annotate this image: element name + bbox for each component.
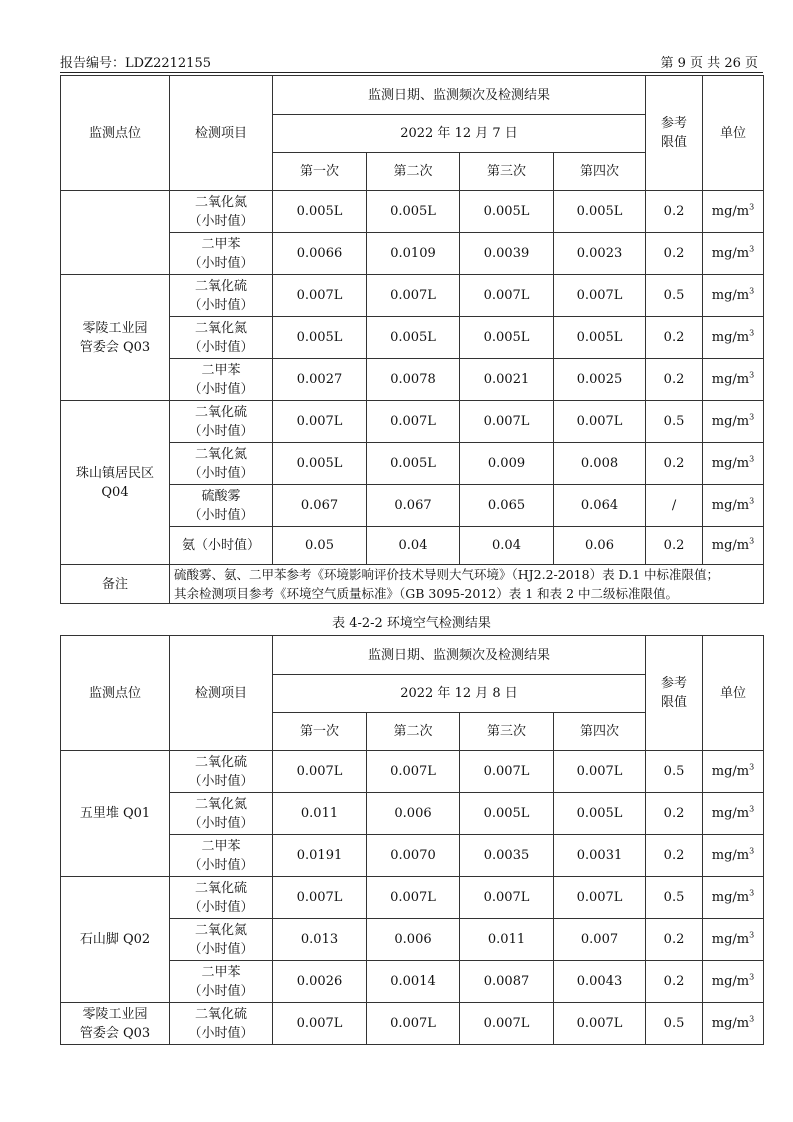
report-number: 报告编号：LDZ2212155 bbox=[60, 56, 211, 71]
unit-cell: $mg/m^3$ bbox=[703, 233, 764, 275]
value-cell: 0.009 bbox=[460, 443, 554, 485]
table-row bbox=[61, 751, 764, 793]
remark-label: 备注 bbox=[61, 565, 170, 604]
value-cell: 0.005L bbox=[273, 317, 367, 359]
value-cell: 0.007L bbox=[554, 401, 646, 443]
header-item: 检测项目 bbox=[170, 636, 273, 751]
unit-cell: $mg/m^3$ bbox=[703, 191, 764, 233]
unit-cell: $mg/m^3$ bbox=[703, 485, 764, 527]
site-cell: 零陵工业园 管委会 Q03 bbox=[61, 275, 170, 401]
value-cell: 0.007L bbox=[367, 1003, 460, 1045]
site-cell: 零陵工业园 管委会 Q03 bbox=[61, 1003, 170, 1045]
value-cell: 0.04 bbox=[460, 527, 554, 565]
ref-cell: 0.5 bbox=[646, 1003, 703, 1045]
header-item: 检测项目 bbox=[170, 76, 273, 191]
value-cell: 0.0066 bbox=[273, 233, 367, 275]
item-cell: 二甲苯 （小时值） bbox=[170, 233, 273, 275]
item-cell: 二甲苯 （小时值） bbox=[170, 359, 273, 401]
header-time-4: 第四次 bbox=[554, 713, 646, 751]
value-cell: 0.007L bbox=[554, 275, 646, 317]
ref-cell: 0.2 bbox=[646, 443, 703, 485]
item-cell: 二氧化氮 （小时值） bbox=[170, 793, 273, 835]
ref-cell: 0.5 bbox=[646, 275, 703, 317]
header-time-3: 第三次 bbox=[460, 153, 554, 191]
item-cell: 二氧化硫 （小时值） bbox=[170, 877, 273, 919]
value-cell: 0.005L bbox=[554, 191, 646, 233]
ref-cell: 0.2 bbox=[646, 919, 703, 961]
value-cell: 0.007L bbox=[554, 877, 646, 919]
value-cell: 0.007L bbox=[460, 275, 554, 317]
ref-cell: 0.2 bbox=[646, 961, 703, 1003]
table-row bbox=[61, 191, 764, 233]
value-cell: 0.067 bbox=[367, 485, 460, 527]
item-cell: 二氧化硫 （小时值） bbox=[170, 1003, 273, 1045]
value-cell: 0.0070 bbox=[367, 835, 460, 877]
header-site: 监测点位 bbox=[61, 636, 170, 751]
ref-cell: 0.2 bbox=[646, 835, 703, 877]
value-cell: 0.007L bbox=[554, 1003, 646, 1045]
unit-cell: $mg/m^3$ bbox=[703, 443, 764, 485]
value-cell: 0.005L bbox=[367, 443, 460, 485]
unit-cell: $mg/m^3$ bbox=[703, 835, 764, 877]
value-cell: 0.0039 bbox=[460, 233, 554, 275]
site-cell: 珠山镇居民区 Q04 bbox=[61, 401, 170, 565]
unit-cell: $mg/m^3$ bbox=[703, 751, 764, 793]
table-row bbox=[61, 877, 764, 919]
value-cell: 0.005L bbox=[273, 191, 367, 233]
value-cell: 0.0014 bbox=[367, 961, 460, 1003]
value-cell: 0.005L bbox=[460, 191, 554, 233]
value-cell: 0.005L bbox=[554, 793, 646, 835]
value-cell: 0.0109 bbox=[367, 233, 460, 275]
item-cell: 硫酸雾 （小时值） bbox=[170, 485, 273, 527]
unit-cell: $mg/m^3$ bbox=[703, 793, 764, 835]
ref-cell: 0.2 bbox=[646, 317, 703, 359]
value-cell: 0.007L bbox=[273, 275, 367, 317]
remark-text: 硫酸雾、氨、二甲苯参考《环境影响评价技术导则大气环境》（HJ2.2-2018）表 D.1 中标准限值； 其余检测项目参考《环境空气质量标准》（GB 3095-2012）表 1 和表 2 中二级标准限值。 bbox=[170, 565, 764, 604]
item-cell: 二甲苯 （小时值） bbox=[170, 835, 273, 877]
header-time-3: 第三次 bbox=[460, 713, 554, 751]
header-ref: 参考 限值 bbox=[646, 636, 703, 751]
header-ref: 参考 限值 bbox=[646, 76, 703, 191]
unit-cell: $mg/m^3$ bbox=[703, 401, 764, 443]
value-cell: 0.008 bbox=[554, 443, 646, 485]
value-cell: 0.04 bbox=[367, 527, 460, 565]
table-row bbox=[61, 275, 764, 317]
site-cell bbox=[61, 191, 170, 275]
item-cell: 二氧化硫 （小时值） bbox=[170, 401, 273, 443]
value-cell: 0.005L bbox=[554, 317, 646, 359]
unit-cell: $mg/m^3$ bbox=[703, 919, 764, 961]
ref-cell: 0.5 bbox=[646, 751, 703, 793]
table-row bbox=[61, 401, 764, 443]
value-cell: 0.064 bbox=[554, 485, 646, 527]
value-cell: 0.007L bbox=[367, 401, 460, 443]
unit-cell: $mg/m^3$ bbox=[703, 877, 764, 919]
ref-cell: 0.5 bbox=[646, 877, 703, 919]
value-cell: 0.0191 bbox=[273, 835, 367, 877]
site-cell: 石山脚 Q02 bbox=[61, 877, 170, 1003]
value-cell: 0.005L bbox=[367, 317, 460, 359]
value-cell: 0.005L bbox=[367, 191, 460, 233]
item-cell: 二氧化硫 （小时值） bbox=[170, 751, 273, 793]
header-rule bbox=[60, 72, 763, 73]
header-time-2: 第二次 bbox=[367, 153, 460, 191]
unit-cell: $mg/m^3$ bbox=[703, 1003, 764, 1045]
value-cell: 0.005L bbox=[273, 443, 367, 485]
results-table-dec-7 bbox=[60, 75, 764, 604]
site-cell: 五里堆 Q01 bbox=[61, 751, 170, 877]
value-cell: 0.006 bbox=[367, 793, 460, 835]
value-cell: 0.007L bbox=[273, 1003, 367, 1045]
ref-cell: 0.5 bbox=[646, 401, 703, 443]
value-cell: 0.011 bbox=[273, 793, 367, 835]
header-site: 监测点位 bbox=[61, 76, 170, 191]
value-cell: 0.007L bbox=[460, 877, 554, 919]
page-number: 第 9 页 共 26 页 bbox=[660, 56, 758, 71]
item-cell: 二氧化氮 （小时值） bbox=[170, 191, 273, 233]
ref-cell: 0.2 bbox=[646, 233, 703, 275]
ref-cell: / bbox=[646, 485, 703, 527]
table-row bbox=[61, 1003, 764, 1045]
value-cell: 0.067 bbox=[273, 485, 367, 527]
results-table-dec-8 bbox=[60, 635, 764, 1045]
value-cell: 0.005L bbox=[460, 317, 554, 359]
header-time-1: 第一次 bbox=[273, 713, 367, 751]
header-time-2: 第二次 bbox=[367, 713, 460, 751]
header-time-4: 第四次 bbox=[554, 153, 646, 191]
ref-cell: 0.2 bbox=[646, 359, 703, 401]
item-cell: 二氧化硫 （小时值） bbox=[170, 275, 273, 317]
value-cell: 0.007L bbox=[367, 275, 460, 317]
item-cell: 二氧化氮 （小时值） bbox=[170, 919, 273, 961]
value-cell: 0.007L bbox=[273, 877, 367, 919]
value-cell: 0.007 bbox=[554, 919, 646, 961]
value-cell: 0.007L bbox=[273, 751, 367, 793]
value-cell: 0.005L bbox=[460, 793, 554, 835]
value-cell: 0.0027 bbox=[273, 359, 367, 401]
ref-cell: 0.2 bbox=[646, 527, 703, 565]
value-cell: 0.0025 bbox=[554, 359, 646, 401]
value-cell: 0.011 bbox=[460, 919, 554, 961]
value-cell: 0.007L bbox=[554, 751, 646, 793]
unit-cell: $mg/m^3$ bbox=[703, 317, 764, 359]
value-cell: 0.007L bbox=[460, 1003, 554, 1045]
remark-row bbox=[61, 565, 764, 604]
header-date: 2022 年 12 月 8 日 bbox=[273, 675, 646, 713]
item-cell: 氨（小时值） bbox=[170, 527, 273, 565]
value-cell: 0.0023 bbox=[554, 233, 646, 275]
unit-cell: $mg/m^3$ bbox=[703, 275, 764, 317]
header-group-title: 监测日期、监测频次及检测结果 bbox=[273, 636, 646, 675]
page-header bbox=[60, 52, 758, 74]
item-cell: 二氧化氮 （小时值） bbox=[170, 443, 273, 485]
header-date: 2022 年 12 月 7 日 bbox=[273, 115, 646, 153]
value-cell: 0.05 bbox=[273, 527, 367, 565]
header-unit: 单位 bbox=[703, 76, 764, 191]
value-cell: 0.0031 bbox=[554, 835, 646, 877]
unit-cell: $mg/m^3$ bbox=[703, 961, 764, 1003]
value-cell: 0.065 bbox=[460, 485, 554, 527]
unit-cell: $mg/m^3$ bbox=[703, 359, 764, 401]
unit-cell: $mg/m^3$ bbox=[703, 527, 764, 565]
value-cell: 0.06 bbox=[554, 527, 646, 565]
value-cell: 0.007L bbox=[460, 751, 554, 793]
value-cell: 0.0026 bbox=[273, 961, 367, 1003]
value-cell: 0.0043 bbox=[554, 961, 646, 1003]
value-cell: 0.013 bbox=[273, 919, 367, 961]
header-time-1: 第一次 bbox=[273, 153, 367, 191]
value-cell: 0.006 bbox=[367, 919, 460, 961]
value-cell: 0.007L bbox=[367, 877, 460, 919]
value-cell: 0.0021 bbox=[460, 359, 554, 401]
value-cell: 0.007L bbox=[367, 751, 460, 793]
item-cell: 二氧化氮 （小时值） bbox=[170, 317, 273, 359]
header-group-title: 监测日期、监测频次及检测结果 bbox=[273, 76, 646, 115]
item-cell: 二甲苯 （小时值） bbox=[170, 961, 273, 1003]
ref-cell: 0.2 bbox=[646, 793, 703, 835]
value-cell: 0.0035 bbox=[460, 835, 554, 877]
value-cell: 0.007L bbox=[460, 401, 554, 443]
table-caption: 表 4-2-2 环境空气检测结果 bbox=[332, 616, 491, 631]
header-unit: 单位 bbox=[703, 636, 764, 751]
value-cell: 0.0087 bbox=[460, 961, 554, 1003]
value-cell: 0.0078 bbox=[367, 359, 460, 401]
value-cell: 0.007L bbox=[273, 401, 367, 443]
ref-cell: 0.2 bbox=[646, 191, 703, 233]
